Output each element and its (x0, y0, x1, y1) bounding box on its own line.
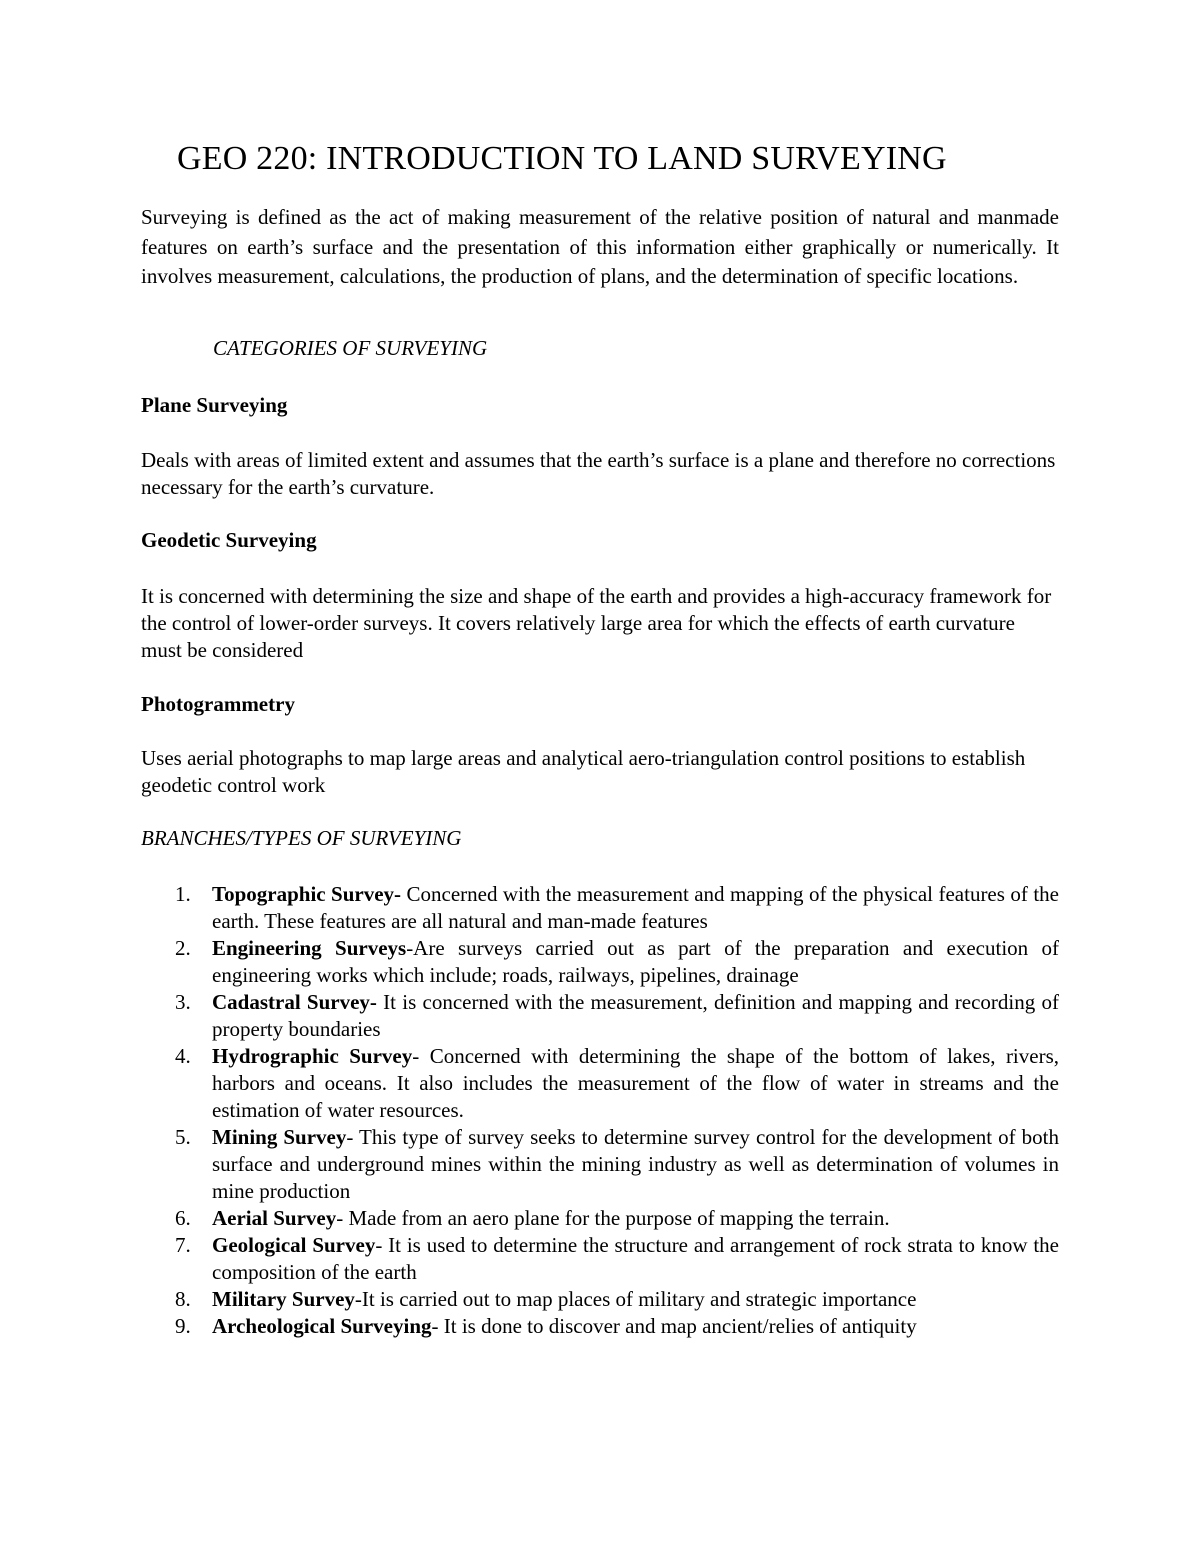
list-term: Engineering Surveys (212, 936, 407, 960)
list-number: 3. (175, 990, 191, 1014)
plane-surveying-heading: Plane Surveying (141, 393, 288, 417)
list-description: - This type of survey seeks to determine survey control for the development of both surface and underground mines within the mining industry as well as determination of volumes in mine production (212, 1125, 1059, 1203)
photogrammetry-body: Uses aerial photographs to map large areas and analytical aero-triangulation control positions to establish geodetic control work (141, 746, 1026, 797)
list-description: -It is carried out to map places of military and strategic importance (354, 1287, 917, 1311)
list-number: 8. (175, 1287, 191, 1311)
list-term: Geological Survey (212, 1233, 376, 1257)
geodetic-surveying-heading: Geodetic Surveying (141, 528, 317, 552)
list-term: Topographic Survey- (212, 882, 402, 906)
list-term: Military Survey (212, 1287, 355, 1311)
page-title: GEO 220: INTRODUCTION TO LAND SURVEYING (177, 140, 947, 177)
list-term: Aerial Survey (212, 1206, 337, 1230)
list-item (141, 1313, 1059, 1340)
intro-paragraph: Surveying is defined as the act of making measurement of the relative position of natural and manmade features on earth’s surface and the presentation of this information either graphically or numerically. It involves measurement, calculations, the production of plans, and the determination of specific locations. (141, 205, 1059, 288)
list-number: 4. (175, 1044, 191, 1068)
list-description: - Concerned with determining the shape of the bottom of lakes, rivers, harbors and oceans. It also includes the measurement of the flow of water in streams and the estimation of water resources. (212, 1044, 1060, 1122)
list-item (141, 1205, 1059, 1232)
geodetic-surveying-body: It is concerned with determining the size and shape of the earth and provides a high-accuracy framework for the control of lower-order surveys. It covers relatively large area for which the effects of earth curvature must be considered (141, 584, 1052, 662)
list-item (141, 1043, 1059, 1124)
list-item (141, 989, 1059, 1043)
list-item (141, 935, 1059, 989)
list-number: 1. (175, 882, 191, 906)
list-number: 5. (175, 1125, 191, 1149)
list-number: 9. (175, 1314, 191, 1338)
list-number: 2. (175, 936, 191, 960)
list-description: - It is used to determine the structure and arrangement of rock strata to know the composition of the earth (212, 1233, 1059, 1284)
branches-heading: BRANCHES/TYPES OF SURVEYING (141, 826, 462, 850)
list-description: Concerned with the measurement and mapping of the physical features of the earth. These features are all natural and man-made features (212, 882, 1059, 933)
plane-surveying-body: Deals with areas of limited extent and assumes that the earth’s surface is a plane and therefore no corrections necessary for the earth’s curvature. (141, 448, 1056, 499)
list-item (141, 1232, 1059, 1286)
list-description: It is concerned with the measurement, definition and mapping and recording of property boundaries (212, 990, 1059, 1041)
categories-heading: CATEGORIES OF SURVEYING (213, 336, 488, 360)
list-number: 7. (175, 1233, 191, 1257)
list-description: - Made from an aero plane for the purpose of mapping the terrain. (336, 1206, 890, 1230)
branches-list (141, 881, 1059, 1340)
list-term: Mining Survey (212, 1125, 347, 1149)
list-description: -Are surveys carried out as part of the preparation and execution of engineering works which include; roads, railways, pipelines, drainage (212, 936, 1059, 987)
list-item (141, 1286, 1059, 1313)
list-term: Archeological Surveying (212, 1314, 432, 1338)
photogrammetry-heading: Photogrammetry (141, 692, 295, 716)
list-description: - It is done to discover and map ancient/relies of antiquity (431, 1314, 917, 1338)
list-term: Hydrographic Survey (212, 1044, 413, 1068)
list-item (141, 1124, 1059, 1205)
list-term: Cadastral Survey- (212, 990, 377, 1014)
list-number: 6. (175, 1206, 191, 1230)
list-item (141, 881, 1059, 935)
